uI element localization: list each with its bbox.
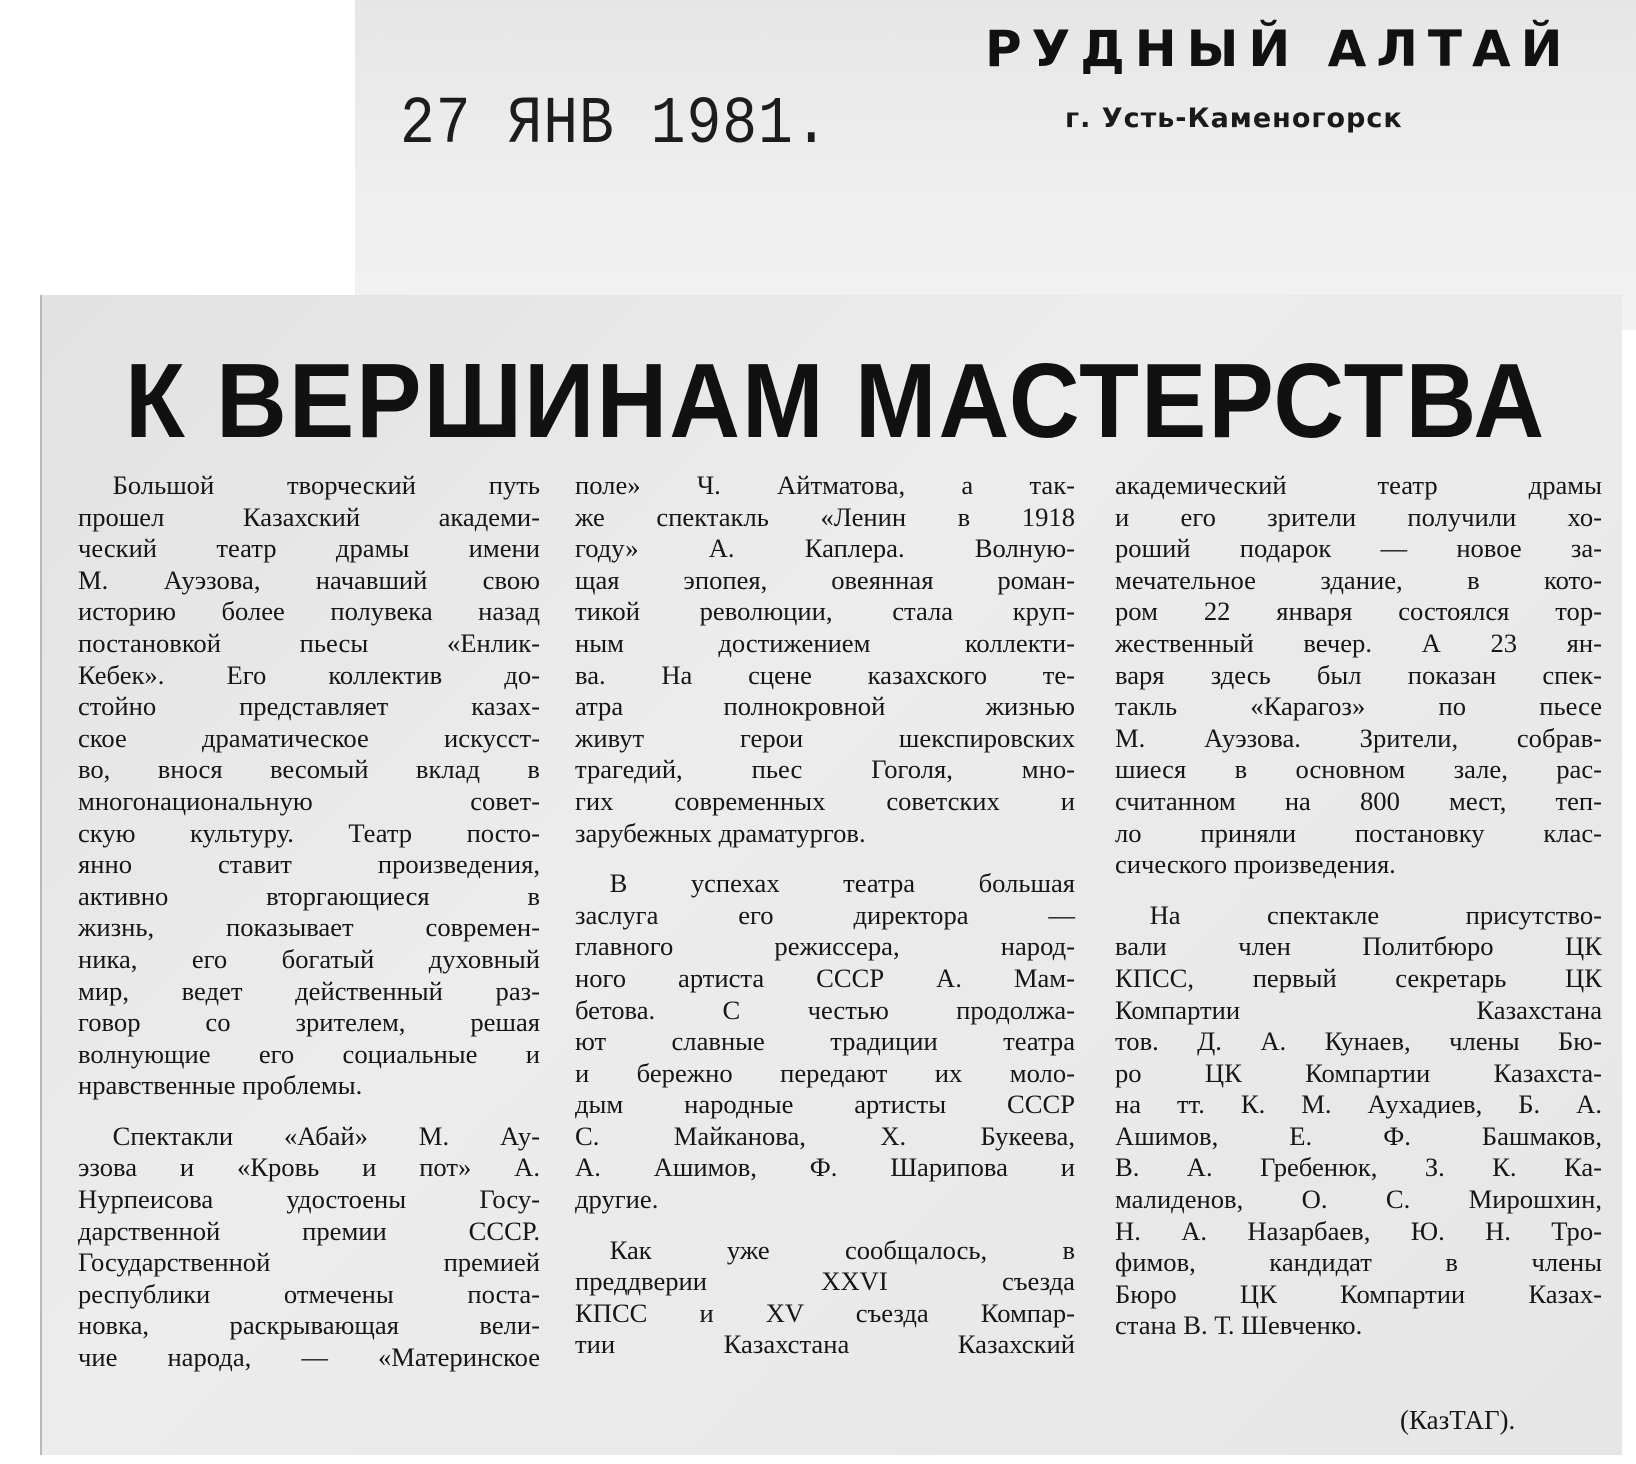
text-line: стана В. Т. Шевченко. xyxy=(1115,1310,1363,1341)
text-line: А. Ашимов, Ф. Шарипова и xyxy=(575,1152,1075,1183)
paragraph xyxy=(575,1235,1075,1361)
text-line: скую культуру. Театр посто- xyxy=(78,817,540,848)
text-line: заслуга его директора — xyxy=(575,899,1075,930)
text-line: чие народа, — «Материнское xyxy=(78,1342,540,1373)
text-line: академический театр драмы xyxy=(1115,470,1602,500)
text-line: бетова. С честью продолжа- xyxy=(575,994,1075,1025)
text-line: фимов, кандидат в члены xyxy=(1115,1247,1602,1278)
text-line: ва. На сцене казахского те- xyxy=(575,659,1075,690)
text-line: историю более полувека назад xyxy=(78,596,540,627)
paragraph xyxy=(575,470,1075,849)
date-stamp: 27 ЯНВ 1981. xyxy=(400,88,830,163)
text-line: На спектакле присутство- xyxy=(1149,899,1602,930)
text-line: мир, ведет действенный раз- xyxy=(78,975,540,1006)
text-line: прошел Казахский академи- xyxy=(78,501,540,532)
text-line: Кебек». Его коллектив до- xyxy=(78,659,540,690)
text-line: роший подарок — новое за- xyxy=(1115,533,1602,564)
text-line: и бережно передают их моло- xyxy=(575,1057,1075,1088)
text-line: многонациональную совет- xyxy=(78,785,540,816)
text-line: М. Ауэзова, начавший свою xyxy=(78,564,540,595)
text-line: главного режиссера, народ- xyxy=(575,931,1075,962)
newspaper-city: г. Усть-Каменогорск xyxy=(1065,103,1403,134)
text-line: сического произведения. xyxy=(1115,849,1396,880)
text-line: зарубежных драматургов. xyxy=(575,817,866,848)
article-column-3 xyxy=(1115,470,1602,1342)
text-line: эзова и «Кровь и пот» А. xyxy=(78,1152,540,1183)
text-line: вали член Политбюро ЦК xyxy=(1115,931,1602,962)
paragraph xyxy=(78,470,540,1102)
text-line: ного артиста СССР А. Мам- xyxy=(575,962,1075,993)
text-line: дым народные артисты СССР xyxy=(575,1089,1075,1120)
text-line: атра полнокровной жизнью xyxy=(575,691,1075,722)
text-line: Государственной премией xyxy=(78,1247,540,1278)
text-line: В успехах театра большая xyxy=(609,868,1075,899)
text-line: волнующие его социальные и xyxy=(78,1038,540,1069)
text-line: ным достижением коллекти- xyxy=(575,627,1075,658)
text-line: ское драматическое искусст- xyxy=(78,722,540,753)
article-column-1 xyxy=(78,470,540,1374)
text-line: С. Майканова, Х. Букеева, xyxy=(575,1120,1075,1151)
text-line: янно ставит произведения, xyxy=(78,849,540,880)
text-line: тии Казахстана Казахский xyxy=(575,1329,1075,1360)
text-line: активно вторгающиеся в xyxy=(78,880,540,911)
text-line: республики отмечены поста- xyxy=(78,1278,540,1309)
paragraph xyxy=(1115,900,1602,1342)
text-line: говор со зрителем, решая xyxy=(78,1007,540,1038)
paragraph xyxy=(1115,470,1602,881)
text-line: во, внося весомый вклад в xyxy=(78,754,540,785)
text-line: КПСС и XV съезда Компар- xyxy=(575,1297,1075,1328)
text-line: другие. xyxy=(575,1184,659,1215)
text-line: тикой революции, стала круп- xyxy=(575,596,1075,627)
text-line: Как уже сообщалось, в xyxy=(609,1234,1075,1265)
article-column-2 xyxy=(575,470,1075,1361)
text-line: такль «Карагоз» по пьесе xyxy=(1115,691,1602,722)
text-line: ло приняли постановку клас- xyxy=(1115,817,1602,848)
text-line: Ашимов, Е. Ф. Башмаков, xyxy=(1115,1120,1602,1151)
text-line: новка, раскрывающая вели- xyxy=(78,1310,540,1341)
text-line: Спектакли «Абай» М. Ау- xyxy=(112,1120,540,1151)
text-line: Компартии Казахстана xyxy=(1115,994,1602,1025)
text-line: тов. Д. А. Кунаев, члены Бю- xyxy=(1115,1026,1602,1057)
text-line: КПСС, первый секретарь ЦК xyxy=(1115,962,1602,993)
text-line: Нурпеисова удостоены Госу- xyxy=(78,1184,540,1215)
text-line: малиденов, О. С. Мирошхин, xyxy=(1115,1184,1602,1215)
text-line: ром 22 января состоялся тор- xyxy=(1115,596,1602,627)
text-line: М. Ауэзова. Зрители, собрав- xyxy=(1115,722,1602,753)
text-line: варя здесь был показан спек- xyxy=(1115,659,1602,690)
text-line: нравственные проблемы. xyxy=(78,1070,363,1101)
text-line: и его зрители получили хо- xyxy=(1115,501,1602,532)
text-line: ческий театр драмы имени xyxy=(78,533,540,564)
text-line: Бюро ЦК Компартии Казах- xyxy=(1115,1278,1602,1309)
text-line: жизнь, показывает современ- xyxy=(78,912,540,943)
text-line: В. А. Гребенюк, З. К. Ка- xyxy=(1115,1152,1602,1183)
text-line: поле» Ч. Айтматова, а так- xyxy=(575,470,1075,500)
paragraph xyxy=(575,868,1075,1216)
agency-signature: (КазТАГ). xyxy=(1400,1405,1516,1435)
text-line: Н. А. Назарбаев, Ю. Н. Тро- xyxy=(1115,1215,1602,1246)
text-line: жественный вечер. А 23 ян- xyxy=(1115,627,1602,658)
newspaper-name: РУДНЫЙ АЛТАЙ xyxy=(985,20,1573,78)
text-line: стойно представляет казах- xyxy=(78,691,540,722)
text-line: живут герои шекспировских xyxy=(575,722,1075,753)
text-line: гих современных советских и xyxy=(575,785,1075,816)
text-line: ника, его богатый духовный xyxy=(78,943,540,974)
text-line: мечательное здание, в кото- xyxy=(1115,564,1602,595)
article-headline: К ВЕРШИНАМ МАСТЕРСТВА xyxy=(125,341,1547,460)
text-line: преддверии XXVI съезда xyxy=(575,1266,1075,1297)
text-line: щая эпопея, овеянная роман- xyxy=(575,564,1075,595)
text-line: трагедий, пьес Гоголя, мно- xyxy=(575,754,1075,785)
text-line: Большой творческий путь xyxy=(112,470,540,500)
paragraph xyxy=(78,1121,540,1374)
text-line: ро ЦК Компартии Казахста- xyxy=(1115,1057,1602,1088)
text-line: году» А. Каплера. Волную- xyxy=(575,533,1075,564)
text-line: считанном на 800 мест, теп- xyxy=(1115,785,1602,816)
text-line: ют славные традиции театра xyxy=(575,1026,1075,1057)
text-line: на тт. К. М. Аухадиев, Б. А. xyxy=(1115,1089,1602,1120)
text-line: постановкой пьесы «Енлик- xyxy=(78,627,540,658)
text-line: же спектакль «Ленин в 1918 xyxy=(575,501,1075,532)
text-line: шиеся в основном зале, рас- xyxy=(1115,754,1602,785)
text-line: дарственной премии СССР. xyxy=(78,1215,540,1246)
